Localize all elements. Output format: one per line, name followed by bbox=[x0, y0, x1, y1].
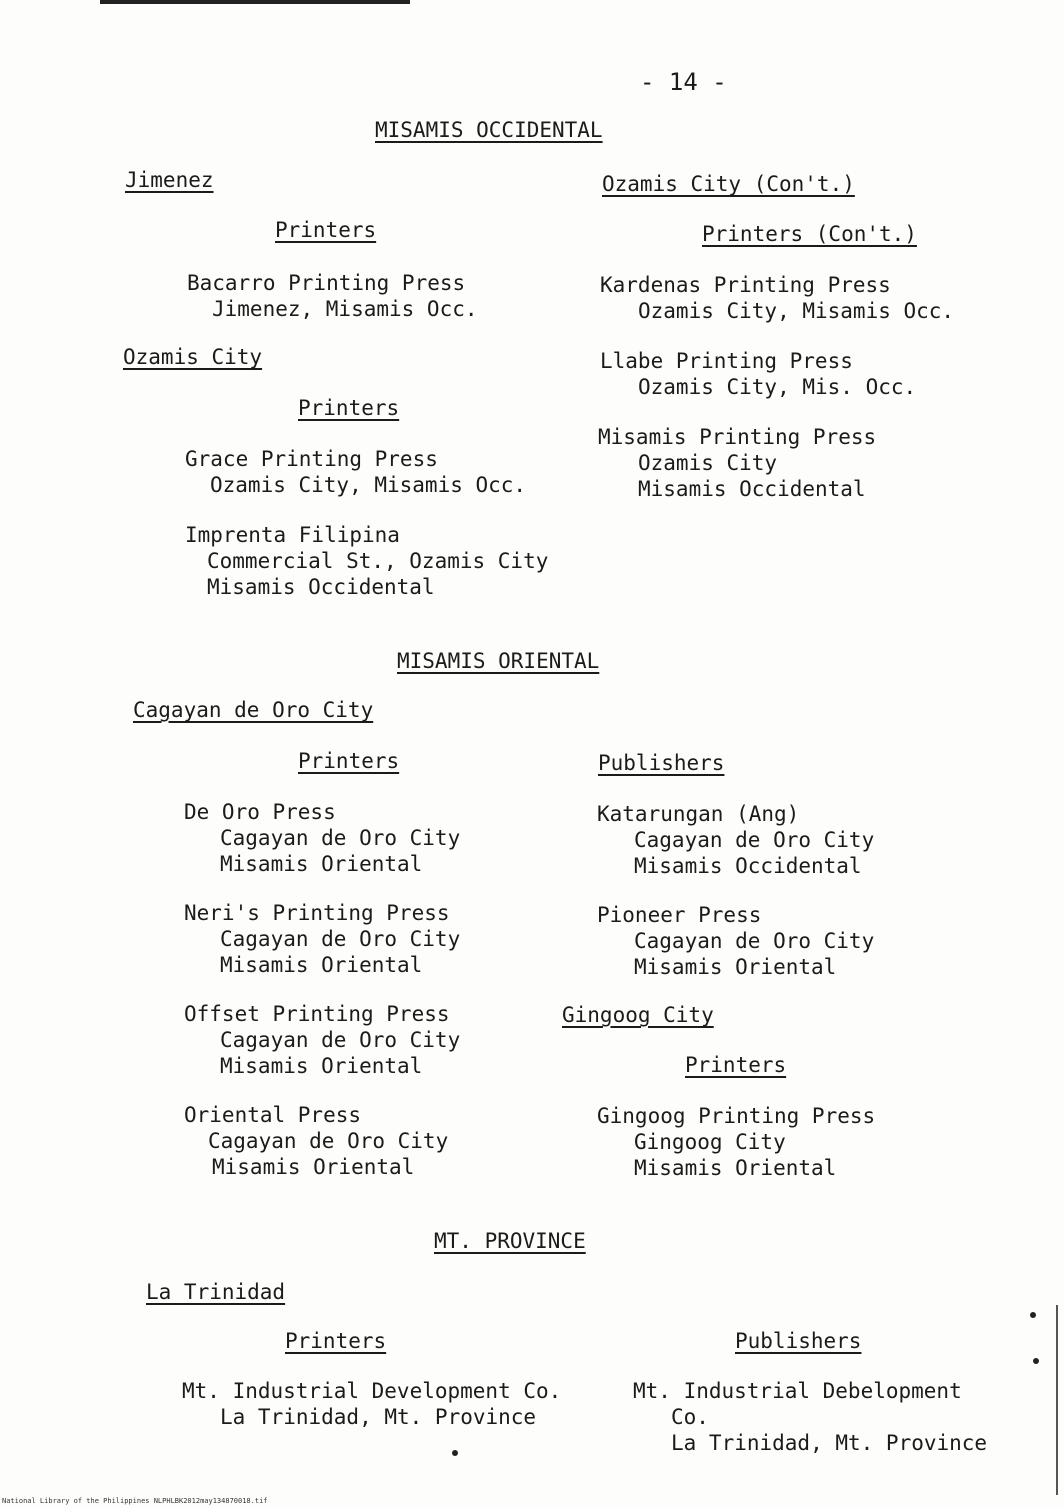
entry-address: Cagayan de Oro City bbox=[634, 828, 875, 852]
entry-address: Commercial St., Ozamis City bbox=[207, 549, 549, 573]
entry-misamis-printing-press bbox=[598, 424, 876, 502]
role-printers-cagayan: Printers bbox=[298, 749, 400, 773]
entry-oriental-press bbox=[184, 1102, 448, 1180]
scan-edge-line bbox=[1056, 1305, 1058, 1495]
entry-imprenta-filipina bbox=[185, 522, 548, 600]
entry-province: Misamis Occidental bbox=[207, 575, 435, 599]
entry-mt-industrial-development-printers bbox=[182, 1378, 561, 1430]
entry-neris-printing-press bbox=[184, 900, 460, 978]
entry-pioneer-press bbox=[597, 902, 874, 980]
entry-address: Ozamis City, Misamis Occ. bbox=[638, 299, 955, 323]
entry-address: Cagayan de Oro City bbox=[634, 929, 875, 953]
entry-name: Offset Printing Press bbox=[184, 1002, 450, 1026]
entry-katarungan bbox=[597, 801, 874, 879]
entry-province: Misamis Oriental bbox=[634, 1156, 837, 1180]
entry-province: Misamis Occidental bbox=[634, 854, 862, 878]
entry-address: Cagayan de Oro City bbox=[208, 1129, 449, 1153]
entry-offset-printing-press bbox=[184, 1001, 460, 1079]
scan-speck bbox=[1030, 1312, 1036, 1318]
place-cagayan-de-oro-city: Cagayan de Oro City bbox=[133, 698, 374, 722]
role-printers-cont: Printers (Con't.) bbox=[702, 222, 917, 246]
entry-name: Gingoog Printing Press bbox=[597, 1104, 876, 1128]
scan-speck bbox=[452, 1450, 458, 1456]
entry-address: Cagayan de Oro City bbox=[220, 927, 461, 951]
section-heading-misamis-oriental: MISAMIS ORIENTAL bbox=[397, 649, 600, 673]
role-printers-ozamis: Printers bbox=[298, 396, 400, 420]
entry-address: La Trinidad, Mt. Province bbox=[671, 1431, 988, 1455]
entry-address: Ozamis City, Misamis Occ. bbox=[210, 473, 527, 497]
place-ozamis-city-cont: Ozamis City (Con't.) bbox=[602, 172, 855, 196]
entry-name: Mt. Industrial Debelopment bbox=[633, 1379, 962, 1403]
entry-de-oro-press bbox=[184, 799, 460, 877]
section-heading-mt-province: MT. PROVINCE bbox=[434, 1229, 586, 1253]
entry-grace-printing-press bbox=[185, 446, 526, 498]
entry-province: Misamis Oriental bbox=[220, 953, 423, 977]
scan-speck bbox=[1033, 1358, 1039, 1364]
role-publishers-la-trinidad: Publishers bbox=[735, 1329, 862, 1353]
entry-province: Misamis Oriental bbox=[634, 955, 837, 979]
entry-address: Cagayan de Oro City bbox=[220, 1028, 461, 1052]
entry-address: La Trinidad, Mt. Province bbox=[220, 1405, 537, 1429]
entry-province: Misamis Oriental bbox=[220, 1054, 423, 1078]
entry-kardenas-printing-press bbox=[600, 272, 954, 324]
entry-name: Kardenas Printing Press bbox=[600, 273, 891, 297]
place-jimenez: Jimenez bbox=[125, 168, 214, 192]
scan-edge-bar bbox=[100, 0, 410, 4]
entry-name: Oriental Press bbox=[184, 1103, 362, 1127]
role-printers-jimenez: Printers bbox=[275, 218, 377, 242]
entry-bacarro-printing-press bbox=[187, 270, 478, 322]
role-publishers-cagayan: Publishers bbox=[598, 751, 725, 775]
place-la-trinidad: La Trinidad bbox=[146, 1280, 286, 1304]
entry-llabe-printing-press bbox=[600, 348, 916, 400]
entry-name: Misamis Printing Press bbox=[598, 425, 877, 449]
entry-name: Neri's Printing Press bbox=[184, 901, 450, 925]
entry-address: Gingoog City bbox=[634, 1130, 786, 1154]
entry-province: Misamis Oriental bbox=[220, 852, 423, 876]
entry-address: Ozamis City, Mis. Occ. bbox=[638, 375, 917, 399]
entry-name: Mt. Industrial Development Co. bbox=[182, 1379, 562, 1403]
entry-address: Ozamis City bbox=[638, 451, 778, 475]
entry-line-2: Co. bbox=[671, 1405, 709, 1429]
entry-name: Llabe Printing Press bbox=[600, 349, 853, 373]
entry-mt-industrial-development-publishers bbox=[633, 1378, 987, 1456]
place-ozamis-city: Ozamis City bbox=[123, 345, 263, 369]
entry-name: Imprenta Filipina bbox=[185, 523, 400, 547]
entry-address: Jimenez, Misamis Occ. bbox=[212, 297, 478, 321]
entry-address: Cagayan de Oro City bbox=[220, 826, 461, 850]
footer-source-label: National Library of the Philippines NLPHLBK2012may134870018.tif bbox=[2, 1497, 268, 1505]
entry-gingoog-printing-press bbox=[597, 1103, 875, 1181]
place-gingoog-city: Gingoog City bbox=[562, 1003, 714, 1027]
role-printers-la-trinidad: Printers bbox=[285, 1329, 387, 1353]
page-number: - 14 - bbox=[640, 68, 727, 96]
section-heading-misamis-occidental: MISAMIS OCCIDENTAL bbox=[375, 118, 603, 142]
entry-province: Misamis Oriental bbox=[212, 1155, 415, 1179]
entry-name: Katarungan (Ang) bbox=[597, 802, 800, 826]
entry-province: Misamis Occidental bbox=[638, 477, 866, 501]
entry-name: De Oro Press bbox=[184, 800, 336, 824]
entry-name: Bacarro Printing Press bbox=[187, 271, 466, 295]
entry-name: Grace Printing Press bbox=[185, 447, 438, 471]
entry-name: Pioneer Press bbox=[597, 903, 762, 927]
role-printers-gingoog: Printers bbox=[685, 1053, 787, 1077]
